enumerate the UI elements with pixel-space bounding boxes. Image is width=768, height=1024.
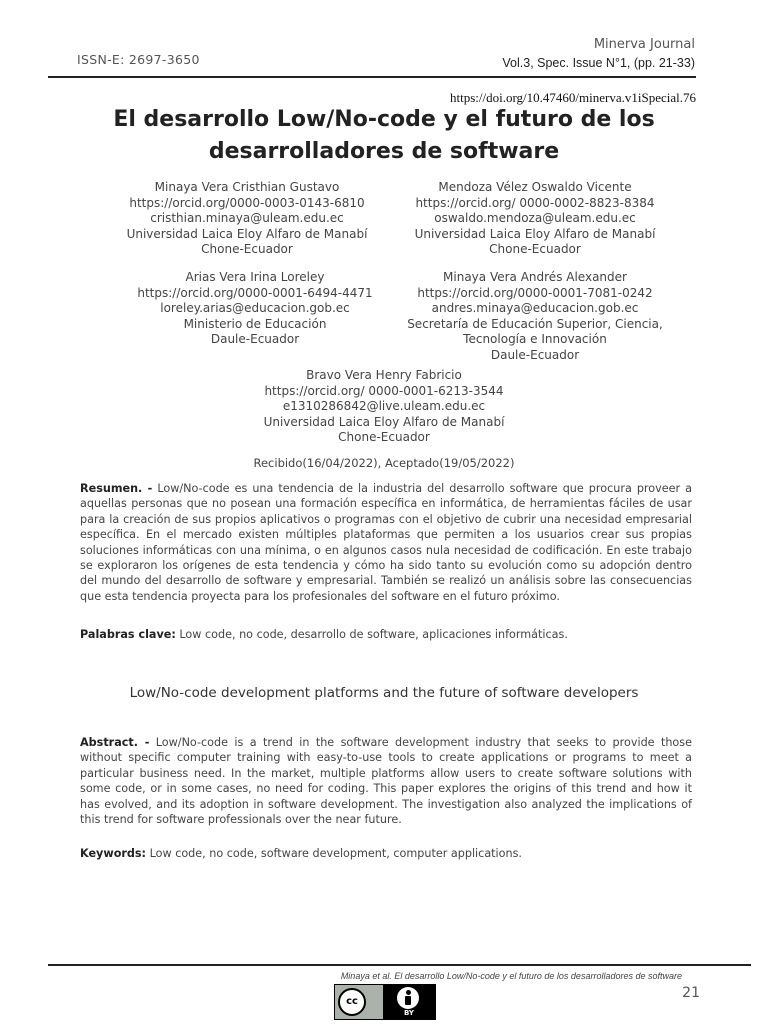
author-affiliation: Universidad Laica Eloy Alfaro de Manabí bbox=[414, 226, 656, 241]
person-icon bbox=[397, 987, 419, 1009]
keywords bbox=[80, 846, 692, 861]
issn-label: ISSN-E: 2697-3650 bbox=[77, 52, 200, 67]
journal-name: Minerva Journal bbox=[593, 37, 695, 52]
footer-citation: Minaya et al. El desarrollo Low/No-code y el futuro de los desarrolladores de software bbox=[340, 971, 682, 981]
keywords-text: Low code, no code, software development, computer applications. bbox=[146, 847, 522, 860]
author-orcid[interactable]: https://orcid.org/ 0000-0001-6213-3544 bbox=[264, 383, 504, 398]
author-location: Chone-Ecuador bbox=[201, 242, 293, 256]
author-block bbox=[244, 368, 524, 446]
author-orcid[interactable]: https://orcid.org/0000-0001-6494-4471 bbox=[137, 285, 373, 300]
author-name: Arias Vera Irina Loreley bbox=[185, 270, 325, 284]
abstract-text: Low/No-code is a trend in the software development industry that seeks to provide those without specific computer training with easy-to-use tools to create applications or programs to meet a particular business need. In the market, multiple platforms allow users to create software solutions with some code, or in some cases, no need for coding. This paper explores the origins of this trend and how it has evolved, and its adoption in software development. The investigation also analyzed the implications of this trend for software professionals over the near future. bbox=[80, 736, 692, 827]
header-divider bbox=[48, 76, 696, 78]
author-affiliation: Secretaría de Educación Superior, Ciencia, bbox=[407, 316, 663, 331]
author-orcid[interactable]: https://orcid.org/0000-0003-0143-6810 bbox=[129, 195, 365, 210]
resumen-label: Resumen. - bbox=[80, 482, 153, 495]
palabras-label: Palabras clave: bbox=[80, 628, 176, 641]
paper-title: El desarrollo Low/No-code y el futuro de los desarrolladores de software bbox=[113, 107, 655, 164]
cc-icon: cc bbox=[338, 988, 366, 1016]
keywords-label: Keywords: bbox=[80, 847, 147, 860]
author-block bbox=[400, 270, 670, 363]
author-name: Bravo Vera Henry Fabricio bbox=[306, 368, 462, 382]
abstract-label: Abstract. - bbox=[80, 736, 150, 749]
author-location: Daule-Ecuador bbox=[490, 347, 580, 362]
author-affiliation: Tecnología e Innovación bbox=[463, 332, 607, 346]
author-orcid[interactable]: https://orcid.org/0000-0001-7081-0242 bbox=[417, 285, 653, 300]
author-email[interactable]: andres.minaya@educacion.gob.ec bbox=[431, 301, 639, 315]
author-name: Minaya Vera Andrés Alexander bbox=[443, 270, 627, 284]
author-affiliation: Ministerio de Educación bbox=[183, 316, 327, 331]
page-number: 21 bbox=[682, 985, 700, 1001]
abstract-paragraph bbox=[80, 735, 692, 827]
author-email[interactable]: loreley.arias@educacion.gob.ec bbox=[160, 301, 350, 315]
author-affiliation: Universidad Laica Eloy Alfaro de Manabí bbox=[126, 226, 368, 241]
author-email[interactable]: e1310286842@live.uleam.edu.ec bbox=[282, 399, 486, 413]
author-block bbox=[112, 270, 398, 348]
received-dates: Recibido(16/04/2022), Aceptado(19/05/2022) bbox=[253, 456, 515, 470]
author-affiliation: Universidad Laica Eloy Alfaro de Manabí bbox=[263, 414, 505, 429]
english-title: Low/No-code development platforms and the future of software developers bbox=[129, 685, 639, 701]
author-location: Chone-Ecuador bbox=[489, 242, 581, 256]
volume-info: Vol.3, Spec. Issue N°1, (pp. 21-33) bbox=[502, 56, 695, 70]
resumen-paragraph bbox=[80, 481, 692, 604]
author-block bbox=[112, 180, 382, 258]
author-email[interactable]: oswaldo.mendoza@uleam.edu.ec bbox=[434, 211, 636, 225]
by-attribution-box bbox=[383, 985, 435, 1019]
author-location: Chone-Ecuador bbox=[338, 430, 430, 444]
footer-divider bbox=[48, 964, 751, 966]
cc-license-badge[interactable] bbox=[334, 984, 436, 1020]
author-location: Daule-Ecuador bbox=[210, 332, 300, 346]
by-label: BY bbox=[403, 1009, 415, 1017]
author-orcid[interactable]: https://orcid.org/ 0000-0002-8823-8384 bbox=[415, 195, 655, 210]
palabras-clave bbox=[80, 627, 692, 642]
author-name: Mendoza Vélez Oswaldo Vicente bbox=[438, 180, 632, 194]
palabras-text: Low code, no code, desarrollo de software, aplicaciones informáticas. bbox=[175, 628, 568, 641]
author-email[interactable]: cristhian.minaya@uleam.edu.ec bbox=[150, 211, 344, 225]
resumen-text: Low/No-code es una tendencia de la industria del desarrollo software que procura proveer a aquellas personas que no posean una formación específica en informática, de herramientas fáciles de usar para la creación de sus propios aplicativos o programas con el objetivo de cubrir una necesidad empresarial específica. En el mercado existen múltiples plataformas que permiten a los usuarios crear sus propias soluciones informáticas con una mínima, o en algunos casos nula necesidad de codificación. En este trabajo se exploraron los orígenes de esta tendencia y cómo ha sido tanto su evolución como su adopción dentro del mundo del desarrollo de software y empresarial. También se realizó un análisis sobre las consecuencias que esta tendencia proyecta para los profesionales del software en el futuro próximo. bbox=[80, 482, 692, 603]
author-name: Minaya Vera Cristhian Gustavo bbox=[154, 180, 340, 194]
doi-link[interactable]: https://doi.org/10.47460/minerva.v1iSpecial.76 bbox=[449, 90, 696, 105]
author-block bbox=[400, 180, 670, 258]
